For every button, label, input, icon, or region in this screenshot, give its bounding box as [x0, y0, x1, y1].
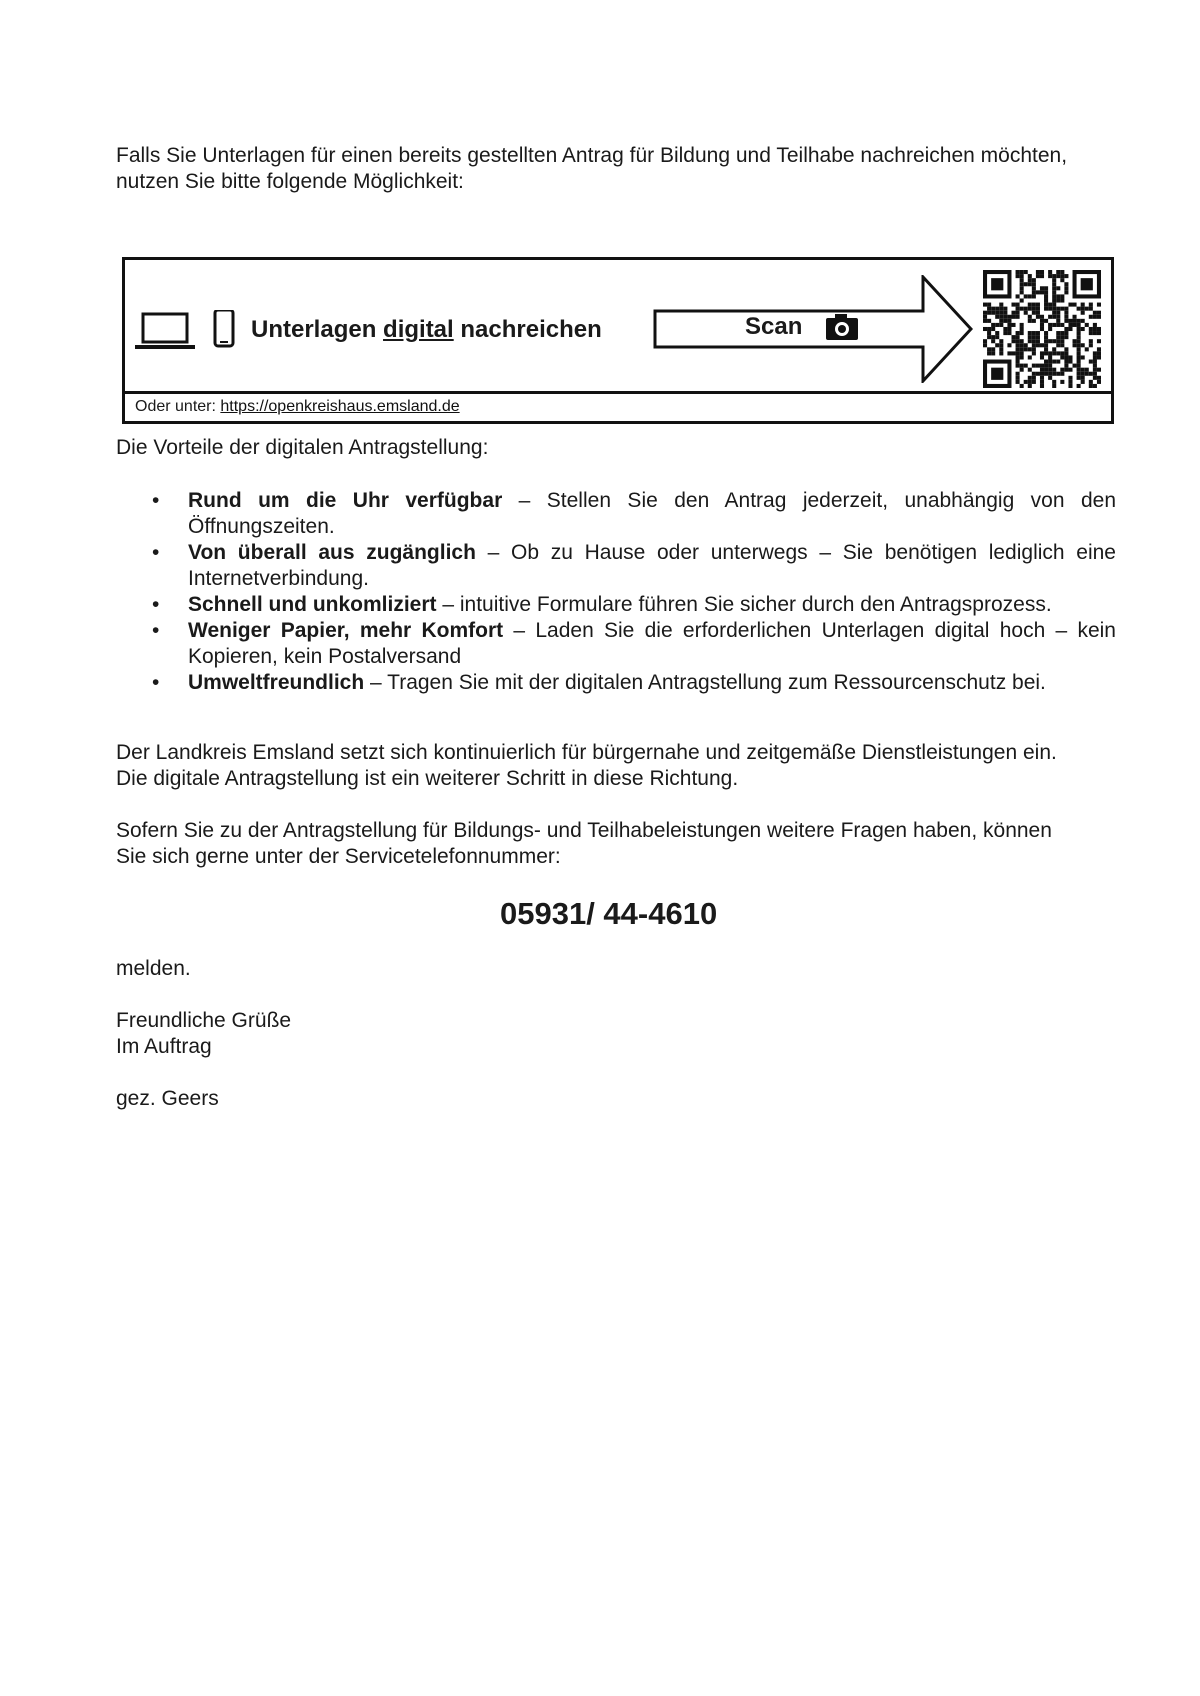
qr-code-icon: [983, 270, 1101, 388]
list-item: • Umweltfreundlich – Tragen Sie mit der digitalen Antragstellung zum Ressourcenschutz bei.: [116, 670, 1116, 696]
service-line-1: Sofern Sie zu der Antragstellung für Bildungs- und Teilhabeleistungen weitere Fragen haben, können: [116, 819, 1052, 842]
banner-title: Unterlagen digital nachreichen: [251, 316, 602, 343]
banner-alt-link-row: [125, 391, 1111, 421]
closing-greeting: [116, 1008, 291, 1060]
list-item: • Von überall aus zugänglich – Ob zu Hause oder unterwegs – Sie benötigen lediglich eine Internetverbindung.: [116, 540, 1116, 592]
scan-label: Scan: [745, 313, 803, 340]
banner-main: [125, 260, 1111, 394]
advantages-list: [116, 488, 1116, 696]
list-item: • Weniger Papier, mehr Komfort – Laden Sie die erforderlichen Unterlagen digital hoch – kein Kopieren, kein Postalversand: [116, 618, 1116, 670]
smartphone-icon: [215, 310, 233, 346]
camera-icon: [825, 313, 859, 341]
signature: gez. Geers: [116, 1087, 219, 1110]
landkreis-line-2: Die digitale Antragstellung ist ein weiterer Schritt in diese Richtung.: [116, 767, 739, 790]
arrow-right-icon: [653, 275, 973, 383]
alt-link-prefix: Oder unter:: [135, 398, 221, 415]
closing-melden: melden.: [116, 957, 191, 980]
device-icons: [135, 310, 235, 361]
service-paragraph: [116, 818, 1116, 870]
landkreis-line-1: Der Landkreis Emsland setzt sich kontinuierlich für bürgernahe und zeitgemäße Dienstleistungen ein.: [116, 741, 1057, 764]
openkreishaus-link[interactable]: https://openkreishaus.emsland.de: [220, 398, 460, 415]
advantages-list-wrap: [116, 488, 1116, 696]
greeting: Freundliche Grüße: [116, 1009, 292, 1032]
laptop-icon: [135, 310, 235, 354]
intro-paragraph: [116, 143, 1116, 195]
landkreis-paragraph: [116, 740, 1116, 792]
intro-line-1: Falls Sie Unterlagen für einen bereits gestellten Antrag für Bildung und Teilhabe nachreichen möchten,: [116, 144, 1068, 167]
service-line-2: Sie sich gerne unter der Servicetelefonnummer:: [116, 845, 561, 868]
advantages-section: [116, 435, 1116, 461]
digital-upload-banner: [122, 257, 1114, 424]
list-item: • Schnell und unkomliziert – intuitive Formulare führen Sie sicher durch den Antragsprozess.: [116, 592, 1116, 618]
advantages-heading: Die Vorteile der digitalen Antragstellung:: [116, 436, 489, 459]
list-item: • Rund um die Uhr verfügbar – Stellen Sie den Antrag jederzeit, unabhängig von den Öffnungszeiten.: [116, 488, 1116, 540]
intro-line-2: nutzen Sie bitte folgende Möglichkeit:: [116, 170, 464, 193]
im-auftrag: Im Auftrag: [116, 1035, 212, 1058]
service-phone-number: 05931/ 44-4610: [500, 896, 718, 931]
